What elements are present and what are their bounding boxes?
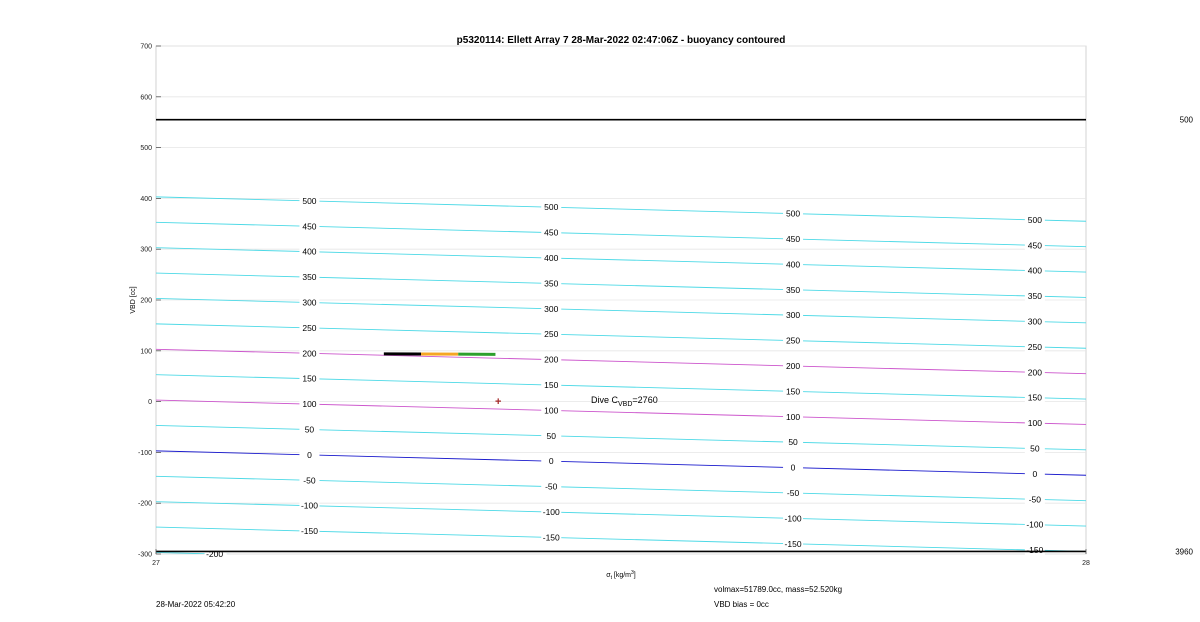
contour-label: 200 bbox=[785, 360, 801, 371]
contour-label: 350 bbox=[544, 278, 559, 289]
contour-label: 150 bbox=[302, 373, 317, 384]
contour-label: 250 bbox=[302, 322, 317, 333]
contour-label: 350 bbox=[785, 284, 801, 295]
y-tick-label: 100 bbox=[140, 348, 152, 356]
contour-label: 0 bbox=[790, 462, 796, 473]
contour-label: 300 bbox=[544, 303, 559, 314]
contour-label: -50 bbox=[786, 487, 800, 498]
contour-label: 100 bbox=[1027, 418, 1042, 429]
contour-label: 100 bbox=[785, 411, 801, 422]
y-tick-label: -300 bbox=[137, 551, 152, 559]
contour-label: 450 bbox=[544, 227, 559, 238]
limit-line-label: 500 bbox=[1179, 115, 1193, 125]
x-axis-label-symbol: σ bbox=[606, 572, 611, 579]
chart-title: p5320114: Ellett Array 7 28-Mar-2022 02:47:06Z - buoyancy contoured bbox=[456, 35, 786, 46]
contour-label: 200 bbox=[302, 348, 317, 359]
contour-label: 400 bbox=[1027, 265, 1042, 276]
dive-annotation-sub: VBD bbox=[618, 401, 633, 408]
contour-label: 150 bbox=[544, 380, 559, 391]
contour-label: 50 bbox=[546, 430, 556, 441]
contour-label: 400 bbox=[785, 259, 801, 270]
y-tick-label: 400 bbox=[140, 195, 152, 203]
contour-label: 100 bbox=[302, 399, 317, 410]
limit-line-label: 3960 bbox=[1175, 547, 1193, 557]
contour-label: 50 bbox=[1030, 443, 1040, 454]
x-axis-label-sub: t bbox=[610, 575, 612, 581]
contour-label: 450 bbox=[302, 221, 317, 232]
contour-label: -50 bbox=[303, 475, 316, 486]
y-tick-label: -200 bbox=[137, 500, 152, 508]
dive-annotation-text: Dive C bbox=[591, 395, 619, 405]
contour-label: -100 bbox=[300, 500, 318, 511]
contour-label: -200 bbox=[206, 549, 224, 560]
contour-label: -100 bbox=[784, 513, 802, 524]
contour-label: -150 bbox=[300, 526, 318, 537]
y-tick-label: 200 bbox=[140, 297, 152, 305]
contour-label: -100 bbox=[1026, 519, 1044, 530]
dive-cvbd-marker: + bbox=[495, 396, 502, 409]
contour-label: 400 bbox=[544, 253, 559, 264]
contour-label: 350 bbox=[302, 272, 317, 283]
y-tick-label: 300 bbox=[140, 246, 152, 254]
footer-date: 28-Mar-2022 05:42:20 bbox=[156, 600, 236, 609]
contour-label: 450 bbox=[1027, 240, 1042, 251]
contour-label: 0 bbox=[307, 449, 312, 460]
x-axis-label-close: ] bbox=[633, 572, 636, 579]
contour-label: 300 bbox=[1027, 316, 1042, 327]
contour-label: 250 bbox=[1027, 341, 1042, 352]
contour-label: 150 bbox=[1027, 392, 1042, 403]
contour-label: 300 bbox=[302, 297, 317, 308]
x-axis-label-units: [kg/m bbox=[611, 572, 632, 579]
y-axis-label: VBD [cc] bbox=[130, 286, 137, 314]
contour-label: -150 bbox=[1026, 545, 1044, 556]
footer-volmax: volmax=51789.0cc, mass=52.520kg bbox=[714, 585, 843, 594]
contour-label: 350 bbox=[1027, 291, 1042, 302]
contour-label: 200 bbox=[544, 354, 559, 365]
y-tick-label: 500 bbox=[140, 145, 152, 153]
x-tick-label: 27 bbox=[152, 560, 160, 567]
y-tick-label: -100 bbox=[137, 449, 152, 457]
y-tick-label: 0 bbox=[148, 399, 152, 407]
contour-label: -100 bbox=[542, 507, 560, 518]
contour-label: 250 bbox=[785, 335, 801, 346]
contour-label: 200 bbox=[1027, 367, 1042, 378]
contour-label: 100 bbox=[544, 405, 559, 416]
contour-label: 500 bbox=[785, 208, 801, 219]
contour-label: 300 bbox=[785, 310, 801, 321]
contour-label: 150 bbox=[785, 386, 801, 397]
footer-vbd-bias: VBD bias = 0cc bbox=[714, 600, 769, 609]
x-axis-label bbox=[606, 570, 636, 581]
x-tick-label: 28 bbox=[1082, 560, 1090, 567]
contour-label: -150 bbox=[542, 532, 560, 543]
contour-label: -50 bbox=[1028, 494, 1041, 505]
contour-label: 250 bbox=[544, 329, 559, 340]
y-tick-label: 700 bbox=[140, 43, 152, 51]
contour-label: 500 bbox=[302, 195, 317, 206]
contour-label: 50 bbox=[304, 424, 315, 435]
x-axis-label-sup: 3 bbox=[631, 570, 634, 576]
contour-label: 450 bbox=[785, 233, 801, 244]
contour-label: 0 bbox=[548, 456, 554, 467]
contour-label: 400 bbox=[302, 246, 317, 257]
contour-label: 50 bbox=[788, 437, 798, 448]
contour-label: 0 bbox=[1032, 468, 1038, 479]
dive-annotation-value: =2760 bbox=[632, 395, 658, 405]
contour-label: -150 bbox=[784, 538, 802, 549]
contour-label: 500 bbox=[1027, 214, 1042, 225]
contour-label: 500 bbox=[544, 202, 559, 213]
contour-label: -50 bbox=[545, 481, 558, 492]
y-tick-label: 600 bbox=[140, 94, 152, 102]
